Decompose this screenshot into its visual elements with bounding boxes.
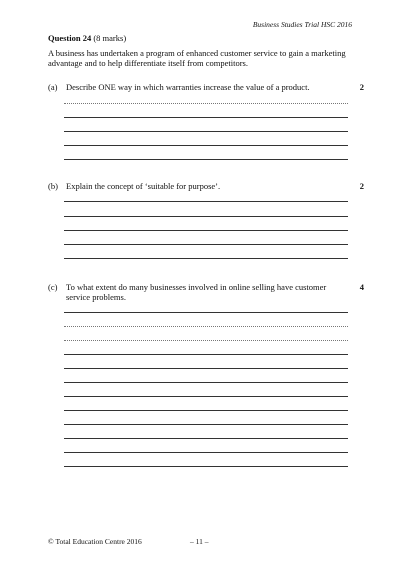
answer-line[interactable] [64,466,348,467]
footer-copyright: © Total Education Centre 2016 [48,537,142,546]
answer-line[interactable] [64,452,348,453]
answer-line[interactable] [64,258,348,259]
answer-line[interactable] [64,354,348,355]
part-c-marks: 4 [359,282,364,292]
page-number: – 11 – [190,537,209,546]
question-title [48,33,126,43]
answer-line[interactable] [64,312,348,313]
part-b-text: Explain the concept of ‘suitable for purpose’. [66,181,221,191]
part-a-text: Describe ONE way in which warranties increase the value of a product. [66,82,310,92]
answer-line[interactable] [64,382,348,383]
answer-line[interactable] [64,201,348,202]
answer-line[interactable] [64,230,348,231]
answer-line[interactable] [64,340,348,341]
running-header: Business Studies Trial HSC 2016 [252,20,352,29]
answer-line[interactable] [64,326,348,327]
answer-line[interactable] [64,117,348,118]
answer-line[interactable] [64,131,348,132]
question-number: Question 24 [48,33,92,43]
part-c-text: To what extent do many businesses involved in online selling have customer service problems. [66,282,327,302]
answer-line[interactable] [64,145,348,146]
answer-line[interactable] [64,159,348,160]
answer-line[interactable] [64,438,348,439]
answer-line[interactable] [64,410,348,411]
answer-line[interactable] [64,368,348,369]
part-b-label: (b) [48,181,58,191]
part-c-label: (c) [48,282,58,292]
answer-line[interactable] [64,396,348,397]
question-intro: A business has undertaken a program of enhanced customer service to gain a marketing advantage and to help differentiate itself from competitors. [48,48,346,68]
answer-line[interactable] [64,244,348,245]
answer-line[interactable] [64,424,348,425]
part-a-label: (a) [48,82,58,92]
answer-line[interactable] [64,216,348,217]
part-a-marks: 2 [359,82,364,92]
part-b-marks: 2 [359,181,364,191]
question-marks: (8 marks) [91,33,127,43]
answer-line[interactable] [64,103,348,104]
